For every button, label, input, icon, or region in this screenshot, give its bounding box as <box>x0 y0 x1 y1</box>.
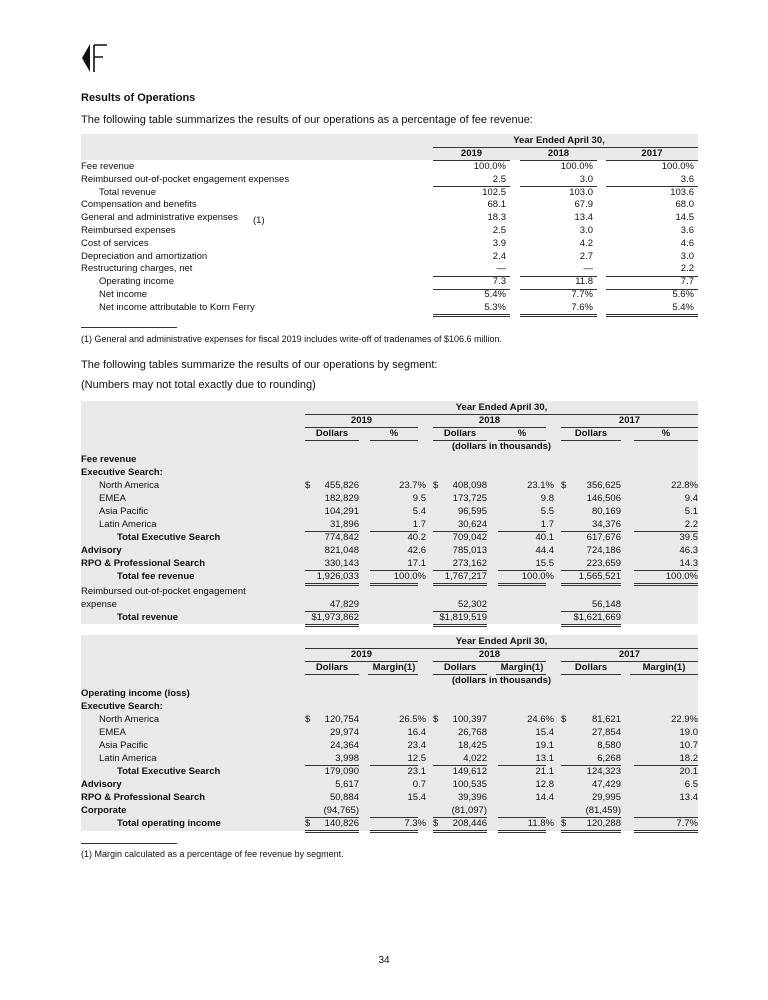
value-cell: 42.6 <box>407 545 426 556</box>
year-header: 2019 <box>350 415 373 426</box>
value-cell: 80,169 <box>591 506 621 517</box>
value-cell: $1,973,862 <box>311 612 359 623</box>
value-cell: 5.1 <box>684 506 698 517</box>
value-cell: 6.5 <box>684 779 698 790</box>
value-cell: 5.4% <box>672 301 694 313</box>
value-cell: 13.1 <box>535 753 554 764</box>
value-cell: 5.6% <box>672 289 694 300</box>
value-cell: 21.1 <box>535 766 554 777</box>
value-cell: 2.2 <box>684 519 698 530</box>
section-label: Operating income (loss) <box>81 688 190 699</box>
value-cell: 96,595 <box>457 506 487 517</box>
value-cell: 29,995 <box>591 792 621 803</box>
row-label: Total revenue <box>117 612 179 623</box>
row-label: RPO & Professional Search <box>81 558 206 569</box>
column-header: Dollars <box>315 662 349 673</box>
value-cell: 5,617 <box>335 779 359 790</box>
value-cell: 24,364 <box>329 740 359 751</box>
value-cell: 120,754 <box>324 714 359 725</box>
row-label: Advisory <box>81 545 122 556</box>
row-label: EMEA <box>99 727 126 738</box>
value-cell: 23.1 <box>407 766 426 777</box>
intro-paragraph: The following table summarizes the results of our operations as a percentage of fee revenue: <box>81 114 533 126</box>
value-cell: $1,819,519 <box>439 612 487 623</box>
value-cell: 50,884 <box>329 792 359 803</box>
value-cell: 9.8 <box>540 493 554 504</box>
rule <box>561 830 621 833</box>
value-cell: 724,186 <box>586 545 621 556</box>
section-label: Executive Search: <box>81 701 163 712</box>
year-header: 2017 <box>641 148 663 159</box>
value-cell: 3.0 <box>680 250 694 262</box>
value-cell: 182,829 <box>324 493 359 504</box>
value-cell: 16.4 <box>407 727 426 738</box>
row-label: General and administrative expenses <box>81 212 238 224</box>
value-cell: 9.4 <box>684 493 698 504</box>
rule <box>305 830 359 833</box>
row-label: North America <box>99 480 160 491</box>
value-cell: 1.7 <box>412 519 426 530</box>
value-cell: 1.7 <box>540 519 554 530</box>
value-cell: 26.5% <box>399 714 426 725</box>
year-header: 2019 <box>350 649 373 660</box>
intro-paragraph: (Numbers may not total exactly due to rounding) <box>81 379 316 391</box>
value-cell: 100.0% <box>521 571 554 582</box>
value-cell: 4.6 <box>680 237 694 249</box>
value-cell: 149,612 <box>452 766 487 777</box>
value-cell: 27,854 <box>591 727 621 738</box>
row-label: Reimbursed out-of-pocket engagement <box>81 586 246 597</box>
year-header: 2018 <box>478 649 501 660</box>
value-cell: 3.0 <box>579 225 593 236</box>
value-cell: 14.5 <box>675 212 694 224</box>
section-label: Fee revenue <box>81 454 137 465</box>
row-label: Fee revenue <box>81 161 135 172</box>
row-label: Total operating income <box>117 818 221 829</box>
value-cell: 10.7 <box>679 740 698 751</box>
row-label: Reimbursed expenses <box>81 225 176 236</box>
value-cell: — <box>496 263 506 275</box>
value-cell: 7.6% <box>571 301 593 313</box>
row-label: Compensation and benefits <box>81 199 197 211</box>
row-label: Total fee revenue <box>117 571 195 582</box>
value-cell: 1,926,033 <box>316 571 359 582</box>
rule <box>305 583 359 586</box>
currency-symbol: $ <box>561 480 567 491</box>
column-header: Dollars <box>574 662 608 673</box>
row-label: expense <box>81 599 117 610</box>
value-cell: 56,148 <box>591 599 621 610</box>
value-cell: 19.1 <box>535 740 554 751</box>
footnote-marker: (1) <box>253 215 265 227</box>
value-cell: 30,624 <box>457 519 487 530</box>
value-cell: 11.8% <box>527 818 554 829</box>
footnote: (1) General and administrative expenses for fiscal 2019 includes write-off of tradenames of $106.6 million. <box>81 334 503 344</box>
value-cell: 22.9% <box>671 714 698 725</box>
section-label: Executive Search: <box>81 467 163 478</box>
period-header: Year Ended April 30, <box>513 135 605 146</box>
period-header: Year Ended April 30, <box>455 402 548 413</box>
value-cell: 22.8% <box>671 480 698 491</box>
value-cell: (81,097) <box>451 805 487 816</box>
value-cell: 2.4 <box>492 250 506 262</box>
column-header: % <box>517 428 527 439</box>
value-cell: 5.5 <box>540 506 554 517</box>
value-cell: 81,621 <box>591 714 621 725</box>
value-cell: 7.3 <box>492 276 506 288</box>
rule <box>370 583 418 586</box>
value-cell: 40.1 <box>535 532 554 543</box>
currency-symbol: $ <box>305 818 311 829</box>
value-cell: 23.1% <box>527 480 554 491</box>
column-header: Margin(1) <box>372 662 416 673</box>
value-cell: 3.6 <box>680 173 694 185</box>
year-header: 2019 <box>460 148 483 159</box>
value-cell: 173,725 <box>452 493 487 504</box>
value-cell: 774,842 <box>324 532 359 543</box>
currency-symbol: $ <box>561 714 567 725</box>
column-header: Dollars <box>574 428 608 439</box>
value-cell: 17.1 <box>407 558 426 569</box>
value-cell: 47,429 <box>591 779 621 790</box>
value-cell: 102.5 <box>482 186 506 198</box>
rule <box>433 583 487 586</box>
value-cell: 68.0 <box>675 199 694 211</box>
rule <box>498 830 546 833</box>
value-cell: 13.4 <box>679 792 698 803</box>
row-label: North America <box>99 714 160 725</box>
row-label: Restructuring charges, net <box>81 263 193 275</box>
value-cell: 100,535 <box>452 779 487 790</box>
value-cell: 273,162 <box>452 558 487 569</box>
value-cell: 52,302 <box>457 599 487 610</box>
column-header: Dollars <box>315 428 349 439</box>
rule <box>520 314 597 317</box>
year-header: 2017 <box>618 649 641 660</box>
value-cell: 5.3% <box>484 301 506 313</box>
value-cell: 3.6 <box>680 225 694 236</box>
row-label: Asia Pacific <box>99 506 149 517</box>
value-cell: 20.1 <box>679 766 698 777</box>
page-title: Results of Operations <box>81 92 196 104</box>
value-cell: 44.4 <box>535 545 554 556</box>
value-cell: 23.7% <box>399 480 426 491</box>
value-cell: 408,098 <box>452 480 487 491</box>
value-cell: 7.7% <box>571 289 593 300</box>
row-label: Operating income <box>99 276 174 288</box>
value-cell: 9.5 <box>412 493 426 504</box>
row-label: Total Executive Search <box>117 532 221 543</box>
rule <box>370 830 418 833</box>
value-cell: 3,998 <box>335 753 359 764</box>
value-cell: 2.5 <box>492 173 506 185</box>
currency-symbol: $ <box>433 818 439 829</box>
value-cell: 12.5 <box>407 753 426 764</box>
value-cell: 100.0% <box>665 571 698 582</box>
value-cell: 29,974 <box>329 727 359 738</box>
rule <box>561 583 621 586</box>
rule <box>498 583 546 586</box>
value-cell: 709,042 <box>452 532 487 543</box>
value-cell: 67.9 <box>574 199 593 211</box>
row-label: Total Executive Search <box>117 766 221 777</box>
value-cell: 19.0 <box>679 727 698 738</box>
value-cell: 7.7% <box>676 818 698 829</box>
value-cell: 1,767,217 <box>444 571 487 582</box>
value-cell: 46.3 <box>679 545 698 556</box>
value-cell: 14.3 <box>679 558 698 569</box>
value-cell: 100.0% <box>473 161 506 172</box>
value-cell: 40.2 <box>407 532 426 543</box>
column-header: % <box>389 428 399 439</box>
currency-symbol: $ <box>561 818 567 829</box>
value-cell: 39.5 <box>679 532 698 543</box>
rule <box>606 314 698 317</box>
korn-ferry-logo <box>81 42 111 74</box>
rule <box>634 583 698 586</box>
value-cell: 146,506 <box>586 493 621 504</box>
value-cell: 103.6 <box>670 186 694 198</box>
currency-symbol: $ <box>305 480 311 491</box>
units-note: (dollars in thousands) <box>451 441 552 452</box>
value-cell: 455,826 <box>324 480 359 491</box>
value-cell: 8,580 <box>597 740 621 751</box>
row-label: Asia Pacific <box>99 740 149 751</box>
year-header: 2017 <box>618 415 641 426</box>
value-cell: 11.8 <box>575 276 593 288</box>
row-label: Net income attributable to Korn Ferry <box>99 301 255 313</box>
value-cell: 13.4 <box>574 212 593 224</box>
units-note: (dollars in thousands) <box>451 675 552 686</box>
rule <box>634 830 698 833</box>
rule <box>433 830 487 833</box>
value-cell: 31,896 <box>329 519 359 530</box>
value-cell: 124,323 <box>586 766 621 777</box>
value-cell: 47,829 <box>329 599 359 610</box>
value-cell: 5.4% <box>484 289 506 300</box>
value-cell: 18,425 <box>457 740 487 751</box>
value-cell: 4,022 <box>463 753 487 764</box>
value-cell: (81,459) <box>585 805 621 816</box>
value-cell: 2.2 <box>680 263 694 275</box>
value-cell: 100,397 <box>452 714 487 725</box>
value-cell: 208,446 <box>452 818 487 829</box>
footnote: (1) Margin calculated as a percentage of fee revenue by segment. <box>81 849 344 859</box>
value-cell: 4.2 <box>579 237 593 249</box>
value-cell: 15.5 <box>535 558 554 569</box>
value-cell: 3.0 <box>579 173 593 185</box>
value-cell: 39,396 <box>457 792 487 803</box>
currency-symbol: $ <box>433 480 439 491</box>
value-cell: 14.4 <box>535 792 554 803</box>
page-number: 34 <box>378 955 390 966</box>
value-cell: 179,090 <box>324 766 359 777</box>
period-header: Year Ended April 30, <box>455 636 548 647</box>
value-cell: 5.4 <box>412 506 426 517</box>
row-label: Net income <box>99 289 148 300</box>
value-cell: 34,376 <box>591 519 621 530</box>
year-header: 2018 <box>478 415 501 426</box>
value-cell: 821,048 <box>324 545 359 556</box>
value-cell: 15.4 <box>407 792 426 803</box>
value-cell: — <box>583 263 593 275</box>
value-cell: 100.0% <box>393 571 426 582</box>
value-cell: 104,291 <box>324 506 359 517</box>
value-cell: 140,826 <box>324 818 359 829</box>
value-cell: 223,659 <box>586 558 621 569</box>
value-cell: 2.5 <box>492 225 506 236</box>
currency-symbol: $ <box>433 714 439 725</box>
row-label: Reimbursed out-of-pocket engagement expenses <box>81 173 290 185</box>
value-cell: 24.6% <box>527 714 554 725</box>
value-cell: 100.0% <box>661 161 694 172</box>
row-label: Cost of services <box>81 237 149 249</box>
value-cell: 12.8 <box>535 779 554 790</box>
value-cell: 330,143 <box>324 558 359 569</box>
column-header: Dollars <box>443 662 477 673</box>
value-cell: 356,625 <box>586 480 621 491</box>
row-label: Advisory <box>81 779 122 790</box>
column-header: Margin(1) <box>500 662 544 673</box>
value-cell: 6,268 <box>597 753 621 764</box>
value-cell: 18.2 <box>679 753 698 764</box>
value-cell: 785,013 <box>452 545 487 556</box>
value-cell: 26,768 <box>457 727 487 738</box>
row-label: Corporate <box>81 805 127 816</box>
value-cell: 0.7 <box>412 779 426 790</box>
column-header: Margin(1) <box>642 662 686 673</box>
column-header: % <box>661 428 671 439</box>
rule <box>433 314 510 317</box>
value-cell: 68.1 <box>487 199 506 211</box>
intro-paragraph: The following tables summarize the results of our operations by segment: <box>81 359 438 371</box>
value-cell: 7.7 <box>680 276 694 288</box>
value-cell: 103.0 <box>569 186 593 198</box>
value-cell: 617,676 <box>586 532 621 543</box>
value-cell: $1,621,669 <box>573 612 621 623</box>
value-cell: 18.3 <box>487 212 506 224</box>
value-cell: 120,288 <box>586 818 621 829</box>
row-label: RPO & Professional Search <box>81 792 206 803</box>
column-header: Dollars <box>443 428 477 439</box>
value-cell: 7.3% <box>404 818 426 829</box>
value-cell: 15.4 <box>535 727 554 738</box>
row-label: EMEA <box>99 493 126 504</box>
row-label: Total revenue <box>99 186 157 198</box>
row-label: Latin America <box>99 519 157 530</box>
row-label: Latin America <box>99 753 157 764</box>
year-header: 2018 <box>547 148 570 159</box>
value-cell: 3.9 <box>492 237 506 249</box>
value-cell: (94,765) <box>323 805 359 816</box>
value-cell: 100.0% <box>560 161 593 172</box>
value-cell: 23.4 <box>407 740 426 751</box>
value-cell: 1,565,521 <box>578 571 621 582</box>
currency-symbol: $ <box>305 714 311 725</box>
row-label: Depreciation and amortization <box>81 250 208 262</box>
value-cell: 2.7 <box>579 250 593 262</box>
